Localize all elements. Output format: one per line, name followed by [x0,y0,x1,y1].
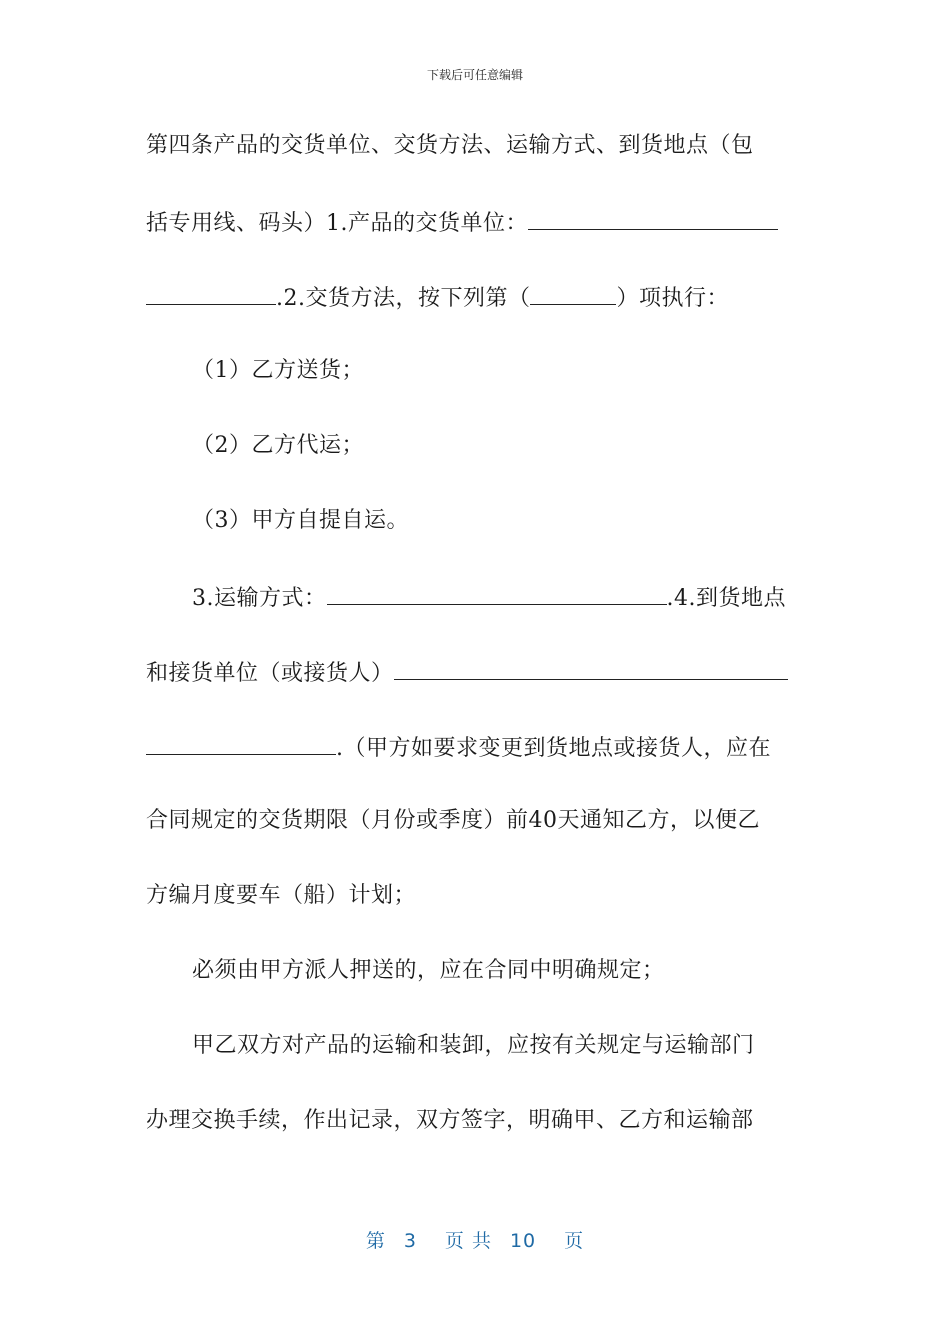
transport-method-label: 3.运输方式： [192,586,327,611]
change-notice-text: .（甲方如要求变更到货地点或接货人，应在 [336,736,771,761]
page-header: 下载后可任意编辑 [426,68,523,82]
transport-method-blank [327,574,667,605]
text-line-1: 第四条产品的交货单位、交货方法、运输方式、到货地点（包 [146,133,754,158]
delivery-unit-blank-cont [146,274,276,305]
footer-suffix: 页 [564,1230,585,1252]
footer-prefix: 第 [365,1230,386,1252]
text-line-9 [146,724,802,799]
total-pages-number: 10 [509,1230,537,1252]
delivery-method-label: .2.交货方法，按下列第（ [276,286,531,311]
document-body [146,124,802,1174]
text-line-7 [146,574,802,649]
current-page-number: 3 [403,1230,417,1252]
page-footer [0,1226,950,1253]
delivery-unit-blank [528,199,778,230]
text-line-11: 方编月度要车（船）计划； [146,883,417,908]
option-2: （2）乙方代运； [192,433,364,458]
text-line-3 [146,274,802,349]
arrival-place-label: .4.到货地点 [666,586,786,611]
consignee-label: 和接货单位（或接货人） [146,661,394,686]
text-line-13: 甲乙双方对产品的运输和装卸，应按有关规定与运输部门 [192,1033,755,1058]
text-line-2 [146,199,802,274]
text-line-14: 办理交换手续，作出记录，双方签字，明确甲、乙方和运输部 [146,1108,754,1133]
delivery-unit-label: 括专用线、码头）1.产品的交货单位： [146,211,528,236]
option-1: （1）乙方送货； [192,358,364,383]
delivery-method-label-end: ）项执行： [616,286,729,311]
text-line-12: 必须由甲方派人押送的，应在合同中明确规定； [192,958,665,983]
text-line-8 [146,649,802,724]
consignee-blank [394,649,788,680]
delivery-method-option-blank [530,274,616,305]
consignee-blank-cont [146,724,336,755]
footer-middle: 页 共 [444,1230,492,1252]
text-line-10: 合同规定的交货期限（月份或季度）前40天通知乙方，以便乙 [146,808,760,833]
option-3: （3）甲方自提自运。 [192,508,409,533]
